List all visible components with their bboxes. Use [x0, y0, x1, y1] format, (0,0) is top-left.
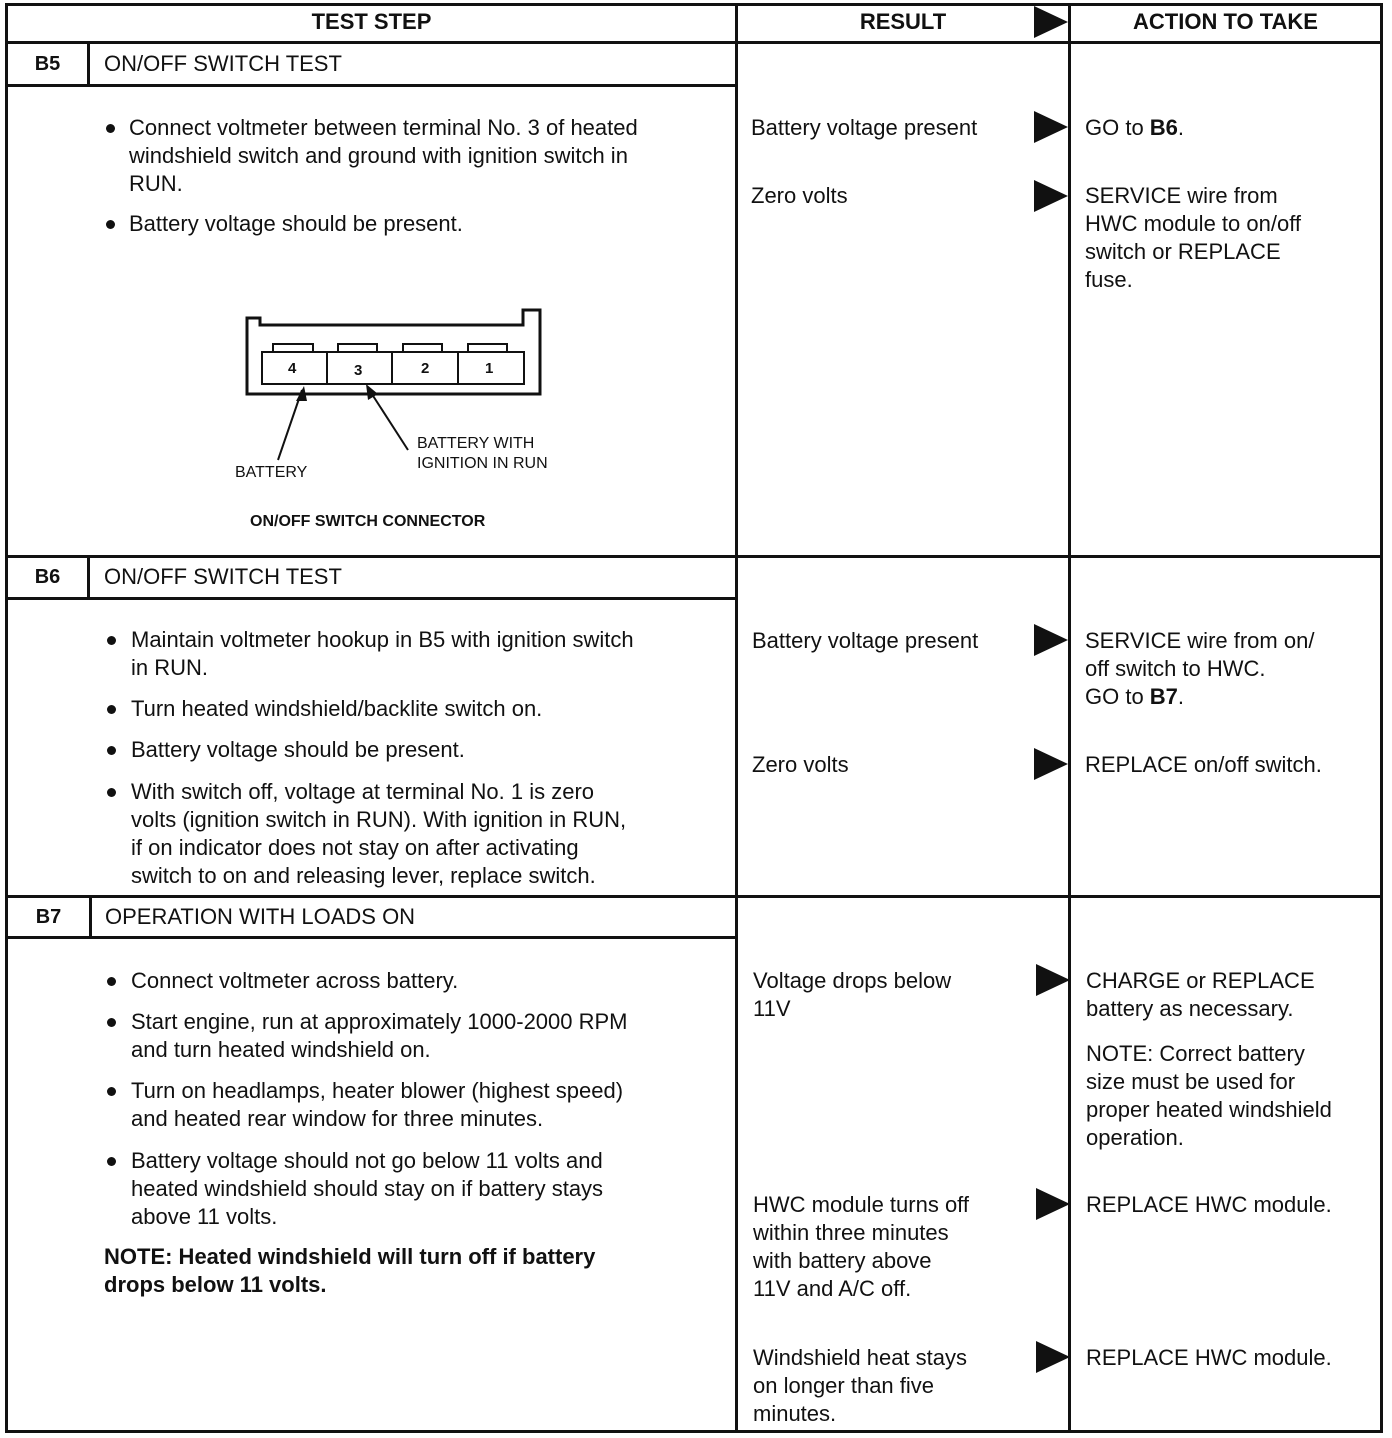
table-border-bottom	[5, 1430, 1383, 1433]
b7-result-1: Voltage drops below 11V	[753, 968, 952, 1021]
b5-action-2: SERVICE wire from HWC module to on/off switch or REPLACE fuse.	[1085, 183, 1302, 292]
b6-step-3: Battery voltage should be present.	[131, 737, 465, 762]
b7-result-2: HWC module turns off within three minutes with battery above 11V and A/C off.	[753, 1192, 970, 1301]
b7-step-3: Turn on headlamps, heater blower (highest speed) and heated rear window for three minutes.	[131, 1078, 624, 1131]
b6-result-1-arrow-icon	[1034, 624, 1068, 656]
column-divider-result	[735, 3, 738, 1433]
header-arrow-icon	[1034, 6, 1068, 38]
b7-step-1: Connect voltmeter across battery.	[131, 968, 459, 993]
table-border-top	[5, 3, 1383, 6]
b5-result-2: Zero volts	[751, 183, 848, 208]
b6-result-2-arrow-icon	[1034, 748, 1068, 780]
b6-result-2: Zero volts	[752, 752, 849, 777]
terminal-1-label: 1	[485, 360, 494, 377]
b7-result-2-arrow-icon	[1036, 1188, 1070, 1220]
b6-code-divider	[87, 555, 90, 600]
terminal-3-label: 3	[354, 362, 363, 379]
b5-step-bullet-2	[106, 220, 115, 229]
b7-action-1-note: NOTE: Correct battery size must be used for proper heated windshield operation.	[1086, 1041, 1332, 1150]
b6-action-2: REPLACE on/off switch.	[1085, 752, 1322, 777]
b5-result-1: Battery voltage present	[751, 115, 978, 140]
section-divider-b7	[5, 895, 1383, 898]
b7-title-bottom	[5, 936, 737, 939]
b7-code-divider	[89, 895, 92, 939]
b6-step-4: With switch off, voltage at terminal No. 1 is zero volts (ignition switch in RUN). With ignition in RUN, if on indicator does not stay on after activating switch to on and releasing lever, replace switch.	[131, 779, 627, 888]
b5-step-code: B5	[34, 53, 61, 75]
b7-result-1-arrow-icon	[1036, 964, 1070, 996]
b6-step-2: Turn heated windshield/backlite switch on.	[131, 696, 543, 721]
connector-caption: ON/OFF SWITCH CONNECTOR	[250, 513, 486, 530]
b5-step-1: Connect voltmeter between terminal No. 3 of heated windshield switch and ground with ignition switch in RUN.	[129, 115, 638, 196]
b5-title-bottom	[5, 84, 737, 87]
b7-step-title: OPERATION WITH LOADS ON	[105, 904, 416, 929]
b5-step-title: ON/OFF SWITCH TEST	[104, 51, 342, 76]
terminal-4-label: 4	[288, 360, 297, 377]
b6-step-bullet-1	[107, 636, 116, 645]
b6-action-1: SERVICE wire from on/ off switch to HWC. GO to B7.	[1085, 628, 1315, 709]
b5-result-2-arrow-icon	[1034, 180, 1068, 212]
table-border-left	[5, 3, 8, 1433]
b7-action-1: CHARGE or REPLACE battery as necessary.	[1086, 968, 1315, 1021]
b7-result-3-arrow-icon	[1036, 1341, 1070, 1373]
b6-step-1: Maintain voltmeter hookup in B5 with ignition switch in RUN.	[131, 627, 634, 680]
b7-step-2: Start engine, run at approximately 1000-2000 RPM and turn heated windshield on.	[131, 1009, 628, 1062]
header-result: RESULT	[859, 9, 947, 34]
b7-step-code: B7	[35, 906, 62, 928]
b6-step-bullet-4	[107, 788, 116, 797]
b6-step-bullet-3	[107, 746, 116, 755]
b5-code-divider	[87, 41, 90, 87]
b6-step-code: B6	[34, 566, 61, 588]
terminal-2-label: 2	[421, 360, 430, 377]
b5-action-1: GO to B6.	[1085, 115, 1185, 140]
b6-step-bullet-2	[107, 705, 116, 714]
b7-step-4: Battery voltage should not go below 11 volts and heated windshield should stay on if battery stays above 11 volts.	[131, 1148, 604, 1229]
b7-action-3: REPLACE HWC module.	[1086, 1345, 1332, 1370]
battery-with-ignition-label: BATTERY WITH IGNITION IN RUN	[417, 435, 548, 472]
b5-result-1-arrow-icon	[1034, 111, 1068, 143]
b6-step-title: ON/OFF SWITCH TEST	[104, 564, 342, 589]
b7-step-bullet-1	[107, 977, 116, 986]
b6-title-bottom	[5, 597, 737, 600]
b7-step-bullet-3	[107, 1087, 116, 1096]
b7-step-bullet-2	[107, 1018, 116, 1027]
header-test-step: TEST STEP	[311, 9, 432, 34]
section-divider-b6	[5, 555, 1383, 558]
battery-label: BATTERY	[235, 464, 308, 481]
header-divider	[5, 41, 1383, 44]
header-action: ACTION TO TAKE	[1133, 9, 1318, 34]
b5-step-bullet-1	[106, 124, 115, 133]
b7-result-3: Windshield heat stays on longer than five minutes.	[753, 1345, 967, 1426]
b6-result-1: Battery voltage present	[752, 628, 979, 653]
b7-step-bullet-4	[107, 1157, 116, 1166]
b5-step-2: Battery voltage should be present.	[129, 211, 463, 236]
table-border-right	[1380, 3, 1383, 1433]
b7-note: NOTE: Heated windshield will turn off if battery drops below 11 volts.	[104, 1244, 596, 1297]
b7-action-2: REPLACE HWC module.	[1086, 1192, 1332, 1217]
